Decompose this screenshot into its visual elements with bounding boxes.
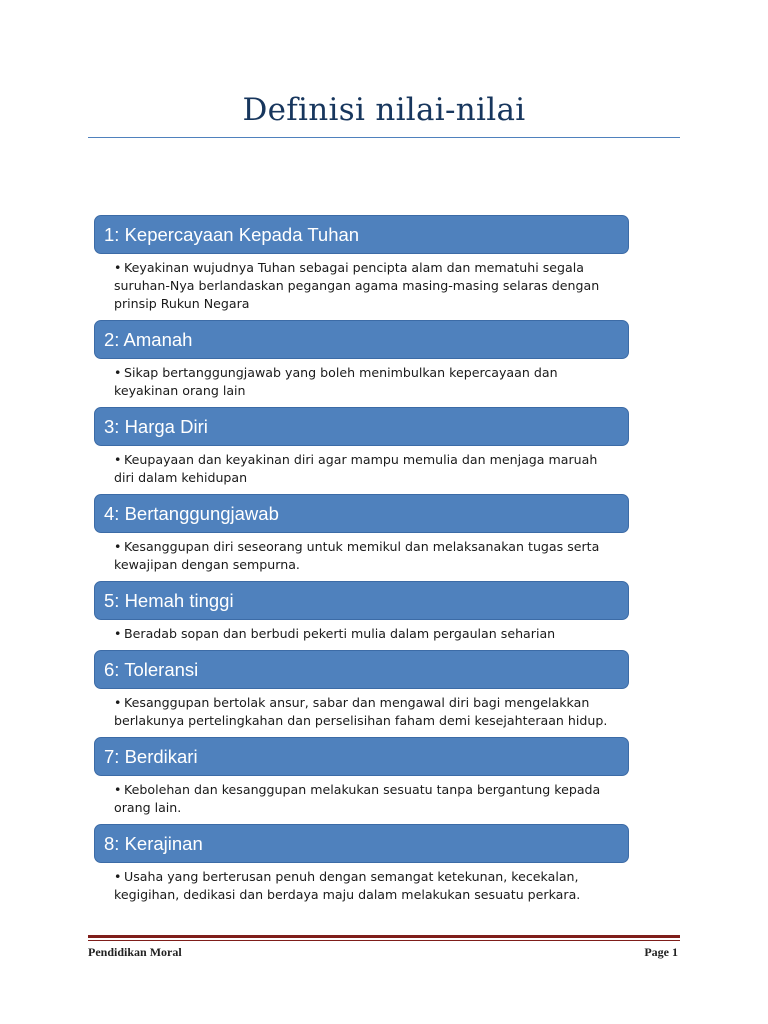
item-heading: 5: Hemah tinggi xyxy=(94,581,629,620)
list-item xyxy=(94,320,629,407)
bullet-icon: • xyxy=(114,626,122,641)
item-description xyxy=(94,533,629,581)
item-heading: 4: Bertanggungjawab xyxy=(94,494,629,533)
item-description xyxy=(94,620,629,650)
item-heading: 2: Amanah xyxy=(94,320,629,359)
item-description-text: Kesanggupan bertolak ansur, sabar dan mengawal diri bagi mengelakkan berlakunya pertelingkahan dan perselisihan faham demi kesejahteraan hidup. xyxy=(114,695,608,728)
list-item xyxy=(94,824,629,911)
list-item xyxy=(94,215,629,320)
item-description-text: Kebolehan dan kesanggupan melakukan sesuatu tanpa bergantung kepada orang lain. xyxy=(114,782,601,815)
list-item xyxy=(94,494,629,581)
item-heading: 7: Berdikari xyxy=(94,737,629,776)
page-title: Definisi nilai-nilai xyxy=(242,92,526,128)
footer-course-name: Pendidikan Moral xyxy=(88,945,182,959)
item-description xyxy=(94,359,629,407)
item-heading: 3: Harga Diri xyxy=(94,407,629,446)
item-description xyxy=(94,776,629,824)
item-description xyxy=(94,863,629,911)
footer-divider-thick xyxy=(88,935,680,938)
footer-page-number: Page 1 xyxy=(644,945,678,959)
list-item xyxy=(94,650,629,737)
bullet-icon: • xyxy=(114,260,122,275)
list-item xyxy=(94,737,629,824)
bullet-icon: • xyxy=(114,452,122,467)
bullet-icon: • xyxy=(114,695,122,710)
list-item xyxy=(94,407,629,494)
item-description xyxy=(94,254,629,320)
item-description-text: Usaha yang berterusan penuh dengan semangat ketekunan, kecekalan, kegigihan, dedikasi dan berdaya maju dalam melakukan sesuatu perkara. xyxy=(114,869,581,902)
title-divider xyxy=(88,137,680,138)
item-heading: 1: Kepercayaan Kepada Tuhan xyxy=(94,215,629,254)
item-description-text: Sikap bertanggungjawab yang boleh menimbulkan kepercayaan dan keyakinan orang lain xyxy=(114,365,558,398)
item-description-text: Beradab sopan dan berbudi pekerti mulia dalam pergaulan seharian xyxy=(124,626,556,641)
bullet-icon: • xyxy=(114,869,122,884)
item-description xyxy=(94,689,629,737)
bullet-icon: • xyxy=(114,539,122,554)
item-heading: 8: Kerajinan xyxy=(94,824,629,863)
item-description xyxy=(94,446,629,494)
footer-divider-thin xyxy=(88,940,680,941)
list-item xyxy=(94,581,629,650)
bullet-icon: • xyxy=(114,365,122,380)
item-description-text: Keupayaan dan keyakinan diri agar mampu memulia dan menjaga maruah diri dalam kehidupan xyxy=(114,452,598,485)
item-description-text: Kesanggupan diri seseorang untuk memikul dan melaksanakan tugas serta kewajipan dengan sempurna. xyxy=(114,539,600,572)
item-description-text: Keyakinan wujudnya Tuhan sebagai pencipta alam dan mematuhi segala suruhan-Nya berlandaskan pegangan agama masing-masing selaras dengan prinsip Rukun Negara xyxy=(114,260,600,311)
item-heading: 6: Toleransi xyxy=(94,650,629,689)
bullet-icon: • xyxy=(114,782,122,797)
values-list xyxy=(94,215,629,911)
